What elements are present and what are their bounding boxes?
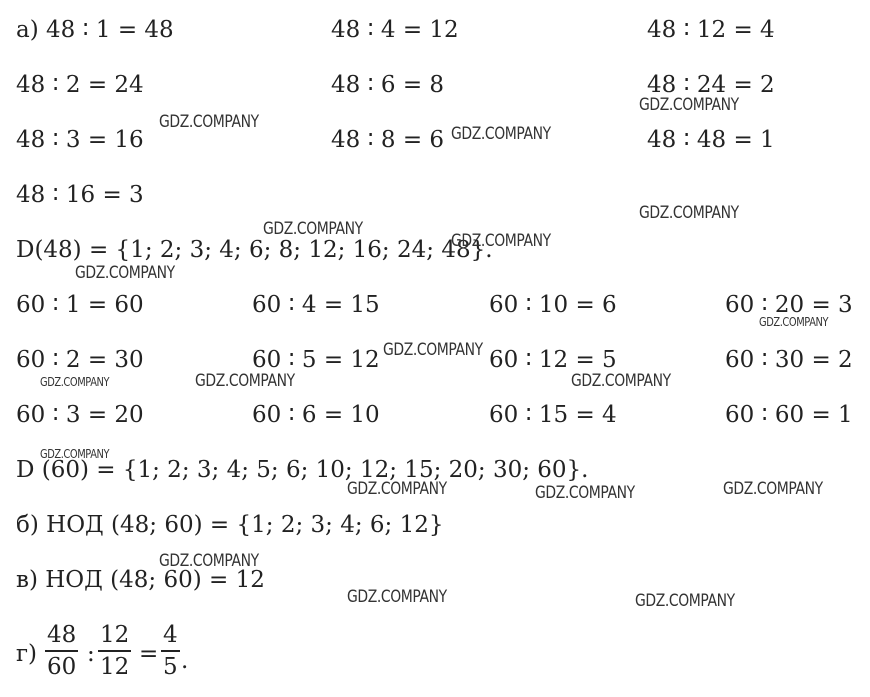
watermark: GDZ.COMPANY (535, 483, 635, 503)
fraction-denominator: 60 (47, 653, 77, 680)
eq-60-5: 60 ∶ 5 = 12 (252, 347, 380, 373)
watermark: GDZ.COMPANY (571, 371, 671, 391)
fraction-bar (98, 650, 131, 652)
watermark: GDZ.COMPANY (40, 375, 110, 389)
divisors-48: D(48) = {1; 2; 3; 4; 6; 8; 12; 16; 24; 48}. (16, 237, 493, 263)
eq-60-20: 60 ∶ 20 = 3 (725, 292, 853, 318)
watermark: GDZ.COMPANY (75, 263, 175, 283)
fraction-numerator: 48 (47, 622, 77, 648)
eq-48-3: 48 ∶ 3 = 16 (16, 127, 144, 153)
eq-60-6: 60 ∶ 6 = 10 (252, 402, 380, 428)
watermark: GDZ.COMPANY (383, 340, 483, 360)
watermark: GDZ.COMPANY (639, 95, 739, 115)
eq-60-2: 60 ∶ 2 = 30 (16, 347, 144, 373)
eq-48-12: 48 ∶ 12 = 4 (647, 17, 775, 43)
fraction-bar (161, 650, 180, 652)
eq-48-1: а) 48 ∶ 1 = 48 (16, 17, 174, 43)
label-g: г) (16, 641, 38, 667)
watermark: GDZ.COMPANY (639, 203, 739, 223)
eq-60-10: 60 ∶ 10 = 6 (489, 292, 617, 318)
fraction-12-12 (98, 624, 131, 679)
eq-60-4: 60 ∶ 4 = 15 (252, 292, 380, 318)
watermark: GDZ.COMPANY (635, 591, 735, 611)
fraction-48-60 (45, 624, 78, 679)
watermark: GDZ.COMPANY (451, 124, 551, 144)
eq-60-12: 60 ∶ 12 = 5 (489, 347, 617, 373)
watermark: GDZ.COMPANY (40, 447, 110, 461)
watermark: GDZ.COMPANY (263, 219, 363, 239)
eq-60-15: 60 ∶ 15 = 4 (489, 402, 617, 428)
gcd-value: в) НОД (48; 60) = 12 (16, 567, 265, 593)
watermark: GDZ.COMPANY (723, 479, 823, 499)
eq-48-4: 48 ∶ 4 = 12 (331, 17, 459, 43)
fraction-denominator: 5 (163, 653, 178, 680)
eq-48-8: 48 ∶ 8 = 6 (331, 127, 445, 153)
fraction-bar (45, 650, 78, 652)
watermark: GDZ.COMPANY (347, 587, 447, 607)
watermark: GDZ.COMPANY (451, 231, 551, 251)
period: . (181, 648, 189, 674)
eq-48-16: 48 ∶ 16 = 3 (16, 182, 144, 208)
eq-60-60: 60 ∶ 60 = 1 (725, 402, 853, 428)
division-sign: : (87, 641, 95, 667)
watermark: GDZ.COMPANY (195, 371, 295, 391)
watermark: GDZ.COMPANY (759, 315, 829, 329)
watermark: GDZ.COMPANY (159, 551, 259, 571)
eq-48-6: 48 ∶ 6 = 8 (331, 72, 445, 98)
eq-48-24: 48 ∶ 24 = 2 (647, 72, 775, 98)
equals-sign: = (139, 641, 159, 667)
divisors-60: D (60) = {1; 2; 3; 4; 5; 6; 10; 12; 15; 20; 30; 60}. (16, 457, 589, 483)
eq-48-2: 48 ∶ 2 = 24 (16, 72, 144, 98)
gcd-set: б) НОД (48; 60) = {1; 2; 3; 4; 6; 12} (16, 512, 444, 538)
fraction-numerator: 12 (100, 622, 130, 648)
fraction-denominator: 12 (100, 653, 130, 680)
fraction-4-5 (161, 624, 180, 679)
eq-48-48: 48 ∶ 48 = 1 (647, 127, 775, 153)
eq-60-3: 60 ∶ 3 = 20 (16, 402, 144, 428)
fraction-numerator: 4 (163, 622, 178, 648)
watermark: GDZ.COMPANY (347, 479, 447, 499)
eq-60-30: 60 ∶ 30 = 2 (725, 347, 853, 373)
eq-60-1: 60 ∶ 1 = 60 (16, 292, 144, 318)
watermark: GDZ.COMPANY (159, 112, 259, 132)
